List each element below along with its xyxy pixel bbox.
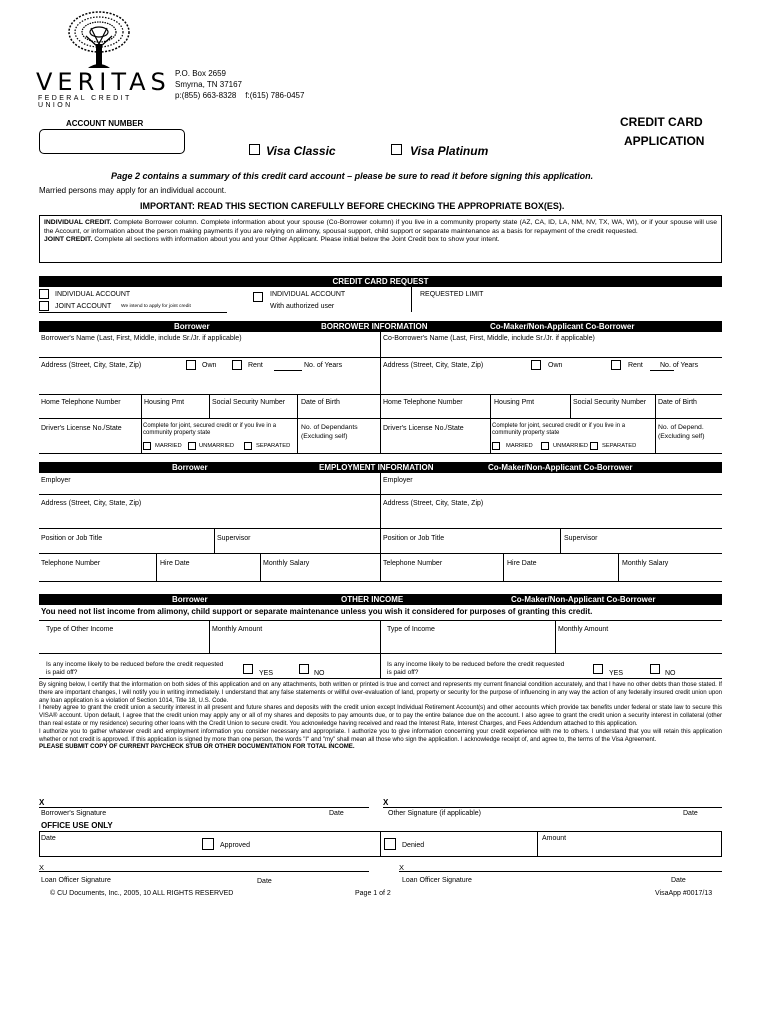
employer-label: Employer (41, 477, 71, 484)
co-income-reduced-question: Is any income likely to be reduced before the credit requested is paid off? (387, 661, 565, 676)
org-name: VERITAS (36, 68, 171, 96)
officer2-signature-label: Loan Officer Signature (402, 877, 472, 884)
address-line1: P.O. Box 2659 (175, 69, 226, 78)
monthly-amount-label: Monthly Amount (212, 626, 263, 633)
coborrower-own-checkbox[interactable] (531, 360, 541, 370)
individual-account-checkbox[interactable] (39, 289, 49, 299)
logo (36, 8, 171, 109)
requested-limit-label: REQUESTED LIMIT (420, 291, 484, 298)
married-label: MARRIED (155, 443, 182, 449)
co-income-type-label: Type of Income (387, 626, 435, 633)
officer1-signature-field[interactable] (39, 860, 369, 872)
officer1-date-label: Date (257, 878, 272, 885)
visa-classic-label: Visa Classic (266, 144, 336, 158)
years-label: No. of Years (304, 362, 343, 369)
drivers-license-label: Driver's License No./State (41, 425, 122, 432)
visa-classic-checkbox[interactable] (249, 144, 260, 155)
other-income-type-label: Type of Other Income (46, 626, 114, 633)
borrower-address-label: Address (Street, City, State, Zip) (41, 362, 142, 369)
org-subtitle: FEDERAL CREDIT UNION (38, 95, 132, 109)
co-supervisor-label: Supervisor (564, 535, 598, 542)
denied-checkbox[interactable] (384, 838, 396, 850)
joint-intent-note: We intend to apply for joint credit (121, 304, 191, 309)
dependents-label: No. of Dependants (Excluding self) (301, 424, 358, 440)
coborrower-name-label: Co-Borrower's Name (Last, First, Middle, include Sr./Jr. if applicable) (383, 335, 595, 342)
coborrower-address-label: Address (Street, City, State, Zip) (383, 362, 484, 369)
coborrower-rent-checkbox[interactable] (611, 360, 621, 370)
borrower-rent-checkbox[interactable] (232, 360, 242, 370)
important-note: IMPORTANT: READ THIS SECTION CAREFULLY BEFORE CHECKING THE APPROPRIATE BOX(ES). (140, 201, 565, 211)
address-line2: Smyrna, TN 37167 (175, 80, 242, 89)
tree-icon (36, 8, 161, 74)
legal-text (39, 681, 722, 751)
co-separated-label: SEPARATED (602, 443, 637, 449)
borrower-signature-field[interactable] (39, 795, 369, 808)
legal-paycheck: PLEASE SUBMIT COPY OF CURRENT PAYCHECK STUB OR OTHER DOCUMENTATION FOR TOTAL INCOME. (39, 743, 355, 751)
hire-date-label: Hire Date (160, 560, 190, 567)
work-phone-label: Telephone Number (41, 560, 101, 567)
joint-initial-line (39, 312, 227, 313)
authorized-user-label: With authorized user (270, 303, 335, 310)
co-income-reduced-no-checkbox[interactable] (650, 664, 660, 674)
co-dob-label: Date of Birth (658, 399, 697, 406)
monthly-salary-label: Monthly Salary (263, 560, 310, 567)
co-hire-date-label: Hire Date (507, 560, 537, 567)
co-employer-address-label: Address (Street, City, State, Zip) (383, 500, 484, 507)
borrower-signature-label: Borrower's Signature (41, 810, 107, 817)
joint-credit-title: JOINT CREDIT. (44, 236, 93, 244)
income-reduced-question: Is any income likely to be reduced before the credit requested is paid off? (46, 661, 224, 676)
visa-platinum-checkbox[interactable] (391, 144, 402, 155)
joint-account-label: JOINT ACCOUNT (55, 303, 112, 310)
officer2-date-label: Date (671, 877, 686, 884)
other-signature-field[interactable] (383, 795, 722, 808)
income-reduced-yes-checkbox[interactable] (243, 664, 253, 674)
borrower-info-bar: Borrower BORROWER INFORMATION Co-Maker/Non-Applicant Co-Borrower (39, 321, 722, 332)
income-note: You need not list income from alimony, child support or separate maintenance unless you wish it considered for purposes of granting this credit. (41, 607, 593, 616)
denied-label: Denied (402, 842, 425, 849)
married-note: Married persons may apply for an individual account. (39, 186, 227, 195)
individual-authorized-label: INDIVIDUAL ACCOUNT (270, 291, 346, 298)
credit-type-box (39, 215, 722, 263)
borrower-sign-x: X (39, 798, 45, 807)
employer-address-label: Address (Street, City, State, Zip) (41, 500, 142, 507)
yes-label: YES (259, 670, 274, 677)
page-number: Page 1 of 2 (355, 890, 391, 897)
amount-label: Amount (542, 835, 567, 842)
co-work-phone-label: Telephone Number (383, 560, 443, 567)
borrower-name-label: Borrower's Name (Last, First, Middle, include Sr./Jr. if applicable) (41, 335, 242, 342)
co-position-label: Position or Job Title (383, 535, 445, 542)
office-use-title: OFFICE USE ONLY (41, 821, 113, 830)
unmarried-label: UNMARRIED (199, 443, 235, 449)
credit-request-bar: CREDIT CARD REQUEST (39, 276, 722, 287)
employment-bar: Borrower EMPLOYMENT INFORMATION Co-Maker/Non-Applicant Co-Borrower (39, 462, 722, 473)
co-employer-label: Employer (383, 477, 413, 484)
home-phone-label: Home Telephone Number (41, 399, 121, 406)
co-ssn-label: Social Security Number (573, 399, 647, 406)
rent-label: Rent (248, 362, 263, 369)
fax: f:(615) 786-0457 (245, 91, 305, 100)
visa-platinum-label: Visa Platinum (410, 144, 489, 158)
officer2-sign-x: X (399, 863, 405, 872)
co-home-phone-label: Home Telephone Number (383, 399, 463, 406)
co-drivers-license-label: Driver's License No./State (383, 425, 464, 432)
co-income-reduced-yes-checkbox[interactable] (593, 664, 603, 674)
co-years-label: No. of Years (660, 362, 699, 369)
separated-checkbox[interactable] (244, 442, 252, 450)
officer1-signature-label: Loan Officer Signature (41, 877, 111, 884)
joint-credit-text: Complete all sections with information about you and your Other Applicant. Please initial below the Joint Credit box to show your intent. (94, 236, 500, 244)
dob-label: Date of Birth (301, 399, 340, 406)
borrower-date-label: Date (329, 810, 344, 817)
co-no-label: NO (665, 670, 676, 677)
individual-account-label: INDIVIDUAL ACCOUNT (55, 291, 131, 298)
co-unmarried-label: UNMARRIED (553, 443, 589, 449)
individual-credit-title: INDIVIDUAL CREDIT. (44, 219, 112, 226)
org-address (175, 68, 304, 101)
page-title: CREDIT CARD APPLICATION (620, 115, 705, 148)
co-own-label: Own (548, 362, 563, 369)
co-yes-label: YES (609, 670, 624, 677)
legal-security-interest: I hereby agree to grant the credit union a security interest in all present and future shares and deposits with the credit union except Individual Retirement Account(s) and other accounts which provide tax benefits under federal or state law to secure this VISA® account. Upon default, I agree that the credit union may apply any or all of my shares and deposits to pay amounts due, or to pay the entire balance due on the account. I also agree to grant the credit union a security interest in collateral (other than real estate or my residence) securing other loans with the Credit Union to secure credit. You acknowledge having received and read the Interest Rate, Interest Charges, and Fees Addendum attached to this application. (39, 704, 722, 727)
individual-credit-text: Complete Borrower column. Complete information about your spouse (Co-Borrower column) if you live in a community property state (AZ, CA, ID, LA, NM, NV, TX, WA, WI), or if your spouse will use the Account, or information about the person making payments if you are relying on alimony, spousal support, child support or separate maintenance as a basis for repayment of the credit requested. (44, 219, 718, 235)
community-property-note: Complete for joint, secured credit or if you live in a community property state (143, 423, 277, 436)
co-monthly-salary-label: Monthly Salary (622, 560, 669, 567)
officer2-signature-field[interactable] (399, 860, 722, 872)
co-rent-label: Rent (628, 362, 643, 369)
separated-label: SEPARATED (256, 443, 291, 449)
married-checkbox[interactable] (143, 442, 151, 450)
co-unmarried-checkbox[interactable] (541, 442, 549, 450)
account-number-field[interactable] (39, 129, 185, 154)
other-income-bar: Borrower OTHER INCOME Co-Maker/Non-Applicant Co-Borrower (39, 594, 722, 605)
unmarried-checkbox[interactable] (188, 442, 196, 450)
officer1-sign-x: X (39, 863, 45, 872)
co-married-label: MARRIED (506, 443, 533, 449)
office-date-label: Date (41, 835, 56, 842)
ssn-label: Social Security Number (212, 399, 286, 406)
no-label: NO (314, 670, 325, 677)
co-dependents-label: No. of Depend. (Excluding self) (658, 424, 705, 440)
approved-label: Approved (220, 842, 250, 849)
income-reduced-no-checkbox[interactable] (299, 664, 309, 674)
legal-authorize: I authorize you to gather whatever credit and employment information you consider necessary and appropriate. I authorize you to give information concerning your credit experience with me to others. I understand that you will retain this application whether or not credit is approved. If this application is signed by more than one person, the words "I" and "my" shall mean all those who sign the application. I acknowledge receipt of, and agree to, the terms of the Visa Agreement. (39, 727, 722, 743)
joint-account-checkbox[interactable] (39, 301, 49, 311)
co-community-property-note: Complete for joint, secured credit or if you live in a community property state (492, 423, 626, 436)
supervisor-label: Supervisor (217, 535, 251, 542)
co-monthly-amount-label: Monthly Amount (558, 626, 609, 633)
co-separated-checkbox[interactable] (590, 442, 598, 450)
authorized-user-checkbox[interactable] (253, 292, 263, 302)
phone: p:(855) 663-8328 (175, 91, 237, 100)
legal-certify: By signing below, I certify that the information on both sides of this application and on any attachments, both written or printed is true and correct and represents my current financial condition accurately, and that I have no other debts than those stated. If there are important changes, I will notify you in writing immediately. I understand that any false statements or willful over-evaluation of land, property or security for the purpose of influencing in any way the action of any federally insured credit union upon any loan application is a violation of Section 1014, Title 18, U.S. Code. (39, 681, 722, 704)
other-sign-x: X (383, 798, 389, 807)
position-label: Position or Job Title (41, 535, 103, 542)
co-housing-pmt-label: Housing Pmt (494, 399, 535, 406)
other-date-label: Date (683, 810, 698, 817)
account-number-label: ACCOUNT NUMBER (66, 119, 144, 128)
housing-pmt-label: Housing Pmt (144, 399, 185, 406)
borrower-own-checkbox[interactable] (186, 360, 196, 370)
copyright: © CU Documents, Inc., 2005, 10 ALL RIGHTS RESERVED (50, 890, 234, 897)
own-label: Own (202, 362, 217, 369)
other-signature-label: Other Signature (if applicable) (388, 810, 481, 817)
approved-checkbox[interactable] (202, 838, 214, 850)
requested-limit-field[interactable] (412, 288, 722, 312)
page2-note: Page 2 contains a summary of this credit card account – please be sure to read it before signing this application. (111, 171, 594, 181)
form-number: VisaApp #0017/13 (655, 890, 713, 897)
co-married-checkbox[interactable] (492, 442, 500, 450)
